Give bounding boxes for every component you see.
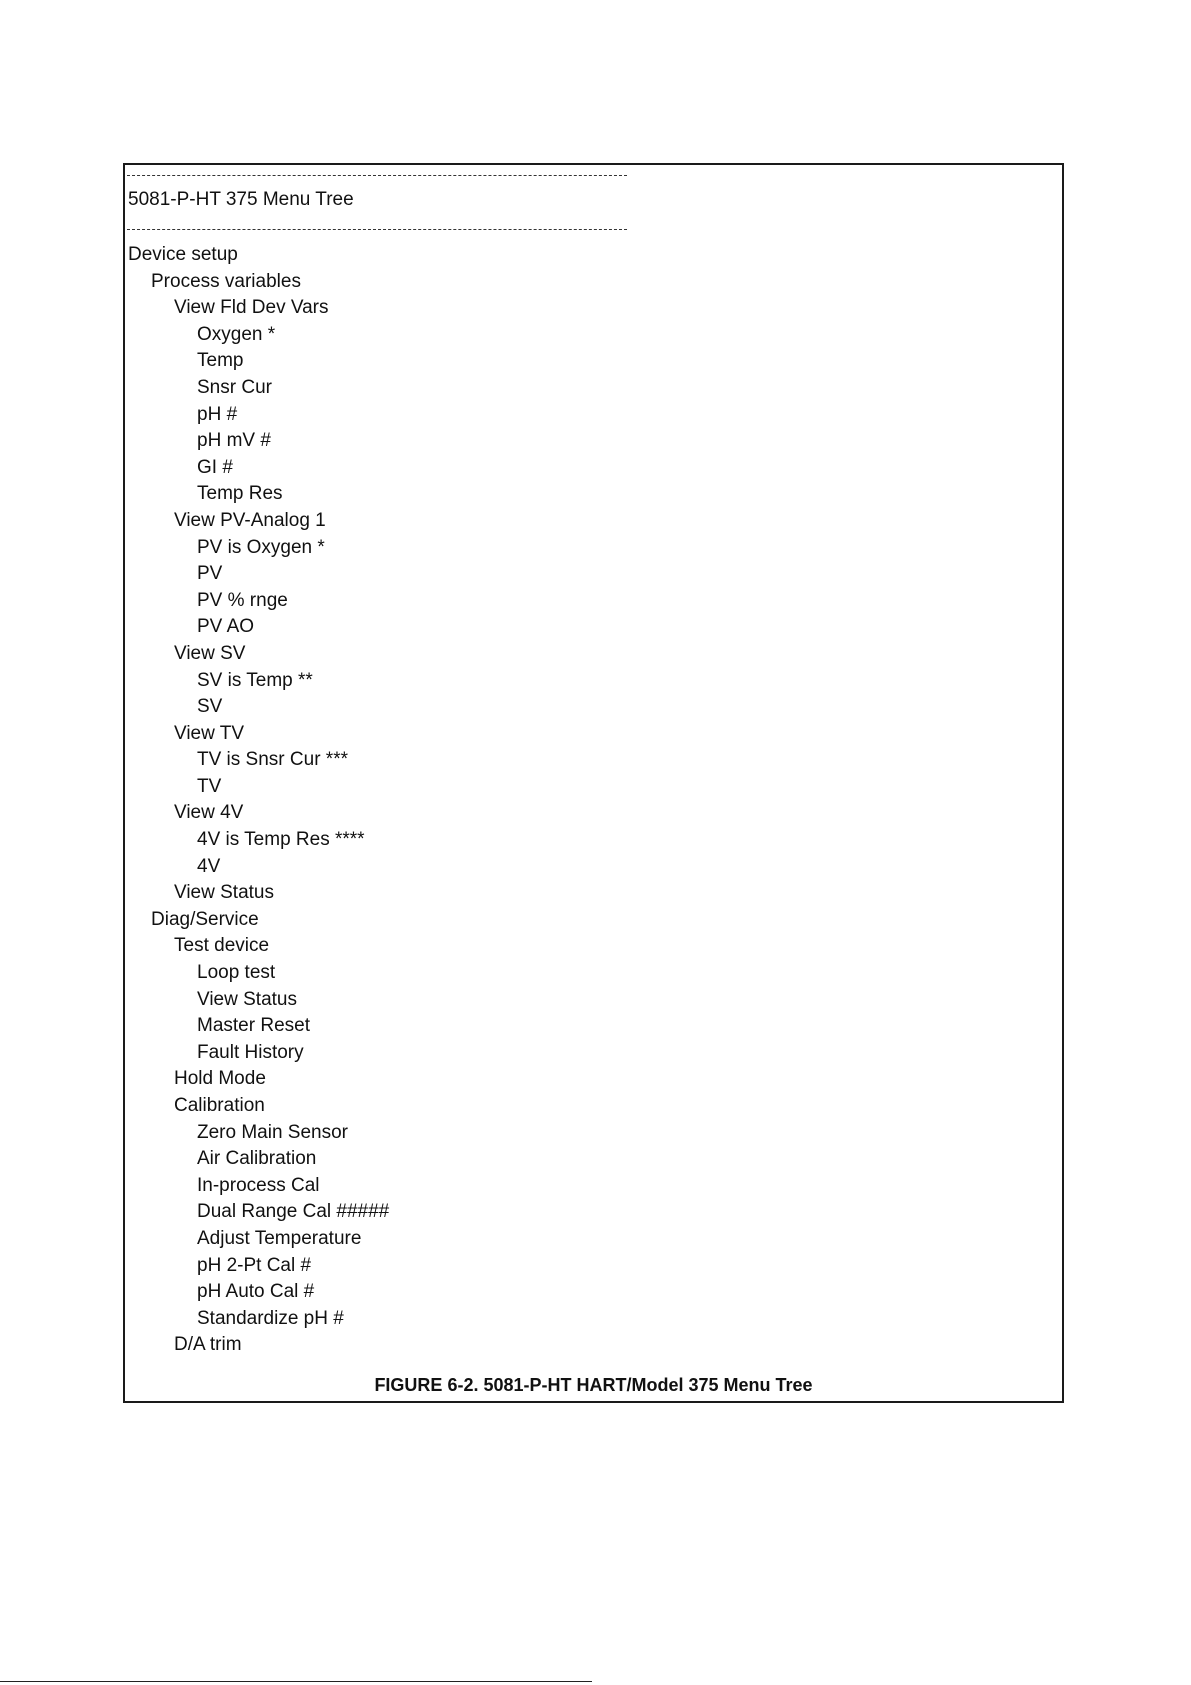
menu-tree-item: Zero Main Sensor xyxy=(197,1121,349,1143)
menu-tree-item: Master Reset xyxy=(197,1015,310,1037)
menu-tree-item: Air Calibration xyxy=(197,1148,317,1170)
menu-tree-list xyxy=(128,244,389,1361)
menu-tree-item: View TV xyxy=(174,722,245,744)
menu-tree-item: PV is Oxygen * xyxy=(197,536,325,558)
menu-tree-item: In-process Cal xyxy=(197,1174,320,1196)
menu-tree-item: View 4V xyxy=(174,802,244,824)
menu-tree-item: 4V is Temp Res **** xyxy=(197,829,365,851)
menu-tree-item: View Status xyxy=(197,988,297,1010)
dashed-separator-top xyxy=(127,175,627,176)
menu-tree-item: pH mV # xyxy=(197,430,271,452)
menu-tree-item: Loop test xyxy=(197,962,276,984)
menu-tree-item: View Fld Dev Vars xyxy=(174,297,329,319)
menu-tree-item: Dual Range Cal ##### xyxy=(197,1201,390,1223)
menu-tree-item: View Status xyxy=(174,882,274,904)
menu-tree-item: Adjust Temperature xyxy=(197,1227,362,1249)
menu-tree-item: Test device xyxy=(174,935,270,957)
footer-rule xyxy=(0,1681,592,1682)
menu-tree-figure xyxy=(123,163,1064,1403)
menu-tree-item: Oxygen * xyxy=(197,323,276,345)
menu-tree-item: Hold Mode xyxy=(174,1068,266,1090)
menu-tree-item: Process variables xyxy=(151,270,301,292)
menu-tree-item: pH # xyxy=(197,403,238,425)
menu-tree-item: pH Auto Cal # xyxy=(197,1281,315,1303)
menu-tree-item: pH 2-Pt Cal # xyxy=(197,1254,312,1276)
menu-tree-item: Calibration xyxy=(174,1095,265,1116)
menu-tree-item: View SV xyxy=(174,642,246,664)
menu-tree-item: PV % rnge xyxy=(197,589,288,611)
menu-tree-item: SV is Temp ** xyxy=(197,669,313,691)
menu-tree-item: SV xyxy=(197,696,223,718)
menu-tree-item: Device setup xyxy=(128,244,238,265)
menu-tree-item: 4V xyxy=(197,855,221,877)
menu-tree-item: View PV-Analog 1 xyxy=(174,509,326,531)
menu-tree-item: GI # xyxy=(197,456,233,478)
menu-tree-item: Standardize pH # xyxy=(197,1307,344,1329)
menu-tree-item: TV is Snsr Cur *** xyxy=(197,749,348,771)
dashed-separator-bottom xyxy=(127,229,627,230)
menu-tree-item: Fault History xyxy=(197,1041,304,1063)
menu-tree-title: 5081-P-HT 375 Menu Tree xyxy=(128,189,354,210)
menu-tree-item: TV xyxy=(197,775,222,797)
menu-tree-item: Temp Res xyxy=(197,483,283,505)
menu-tree-item: PV xyxy=(197,563,223,585)
menu-tree-item: Snsr Cur xyxy=(197,376,272,398)
menu-tree-item: PV AO xyxy=(197,616,255,638)
menu-tree-item: D/A trim xyxy=(174,1334,242,1356)
menu-tree-item: Diag/Service xyxy=(151,908,259,930)
menu-tree-item: Temp xyxy=(197,350,244,372)
figure-caption: FIGURE 6-2. 5081-P-HT HART/Model 375 Menu Tree xyxy=(374,1375,813,1395)
